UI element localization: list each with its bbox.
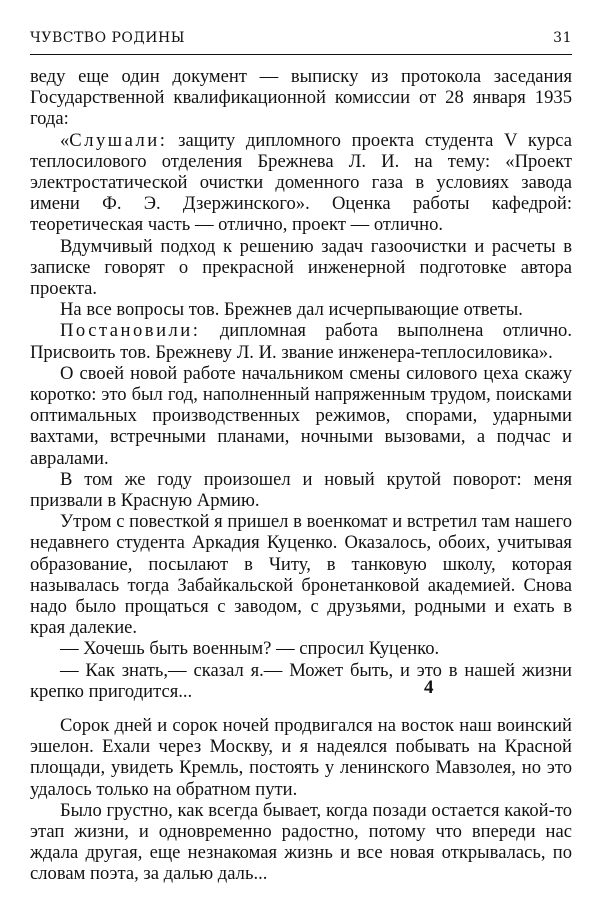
page-number: 31 <box>553 30 572 46</box>
paragraph-slushali <box>30 130 572 236</box>
paragraph-text: «Слушали: защиту дипломного проекта студента V курса теплосилового отделения Брежнева Л. И. на тему: «Проект электростатической очистки доменного газа в условиях завода имени Ф. Э. Дзержинского». Оценка работы кафедрой: теоретическая часть — отлично, проект — отлично. <box>30 129 572 236</box>
paragraph: О своей новой работе начальником смены силового цеха скажу коротко: это был год, наполненный напряженным трудом, поисками оптимальных производственных режимов, спорами, ударными вахтами, встречными планами, ночными вызовами, а подчас и авралами. <box>30 362 572 469</box>
paragraph: Утром с повесткой я пришел в военкомат и встретил там нашего недавнего студента Аркадия Куценко. Оказалось, обоих, учитывая образование, посылают в Читу, в танковую школу, которая называлась тогда Забайкальской бронетанковой академией. Снова надо было прощаться с заводом, с друзьями, родными и ехать в края далекие. <box>30 511 572 639</box>
paragraph: Сорок дней и сорок ночей продвигался на восток наш воинский эшелон. Ехали через Москву, и я надеялся побывать на Красной площади, увидеть Кремль, постоять у ленинского Мавзолея, но это удалось только на обратном пути. <box>30 715 572 800</box>
body-text-top <box>30 66 572 702</box>
header-rule <box>30 54 572 55</box>
spaced-label: Постановили: <box>60 320 201 342</box>
paragraph-postanovili <box>30 320 572 362</box>
paragraph: В том же году произошел и новый крутой поворот: меня призвали в Красную Армию. <box>30 468 572 512</box>
running-title: ЧУВСТВО РОДИНЫ <box>30 30 185 46</box>
paragraph: — Как знать,— сказал я.— Может быть, и это в нашей жизни крепко пригодится... <box>30 659 572 702</box>
paragraph: веду еще один документ — выписку из протокола заседания Государственной квалификационной комиссии от 28 января 1935 года: <box>30 66 572 130</box>
paragraph: Вдумчивый подход к решению задач газоочистки и расчеты в записке говорят о прекрасной инженерной подготовке автора проекта. <box>30 235 572 300</box>
paragraph-text: дипломная работа выполнена отлично. Присвоить тов. Брежневу Л. И. звание инженера-теплосиловика». <box>30 320 572 363</box>
paragraph: Было грустно, как всегда бывает, когда позади остается какой-то этап жизни, и одновременно радостно, потому что впереди нас ждала другая, еще незнакомая жизнь и все новая открывалась, по словам поэта, за далью даль... <box>30 799 572 885</box>
spaced-word: Слушали: <box>69 129 168 151</box>
paragraph: На все вопросы тов. Брежнев дал исчерпывающие ответы. <box>60 299 523 321</box>
body-text-bottom <box>30 715 572 885</box>
section-number: 4 <box>424 677 434 698</box>
running-header <box>30 30 572 46</box>
paragraph: — Хочешь быть военным? — спросил Куценко. <box>60 638 440 660</box>
